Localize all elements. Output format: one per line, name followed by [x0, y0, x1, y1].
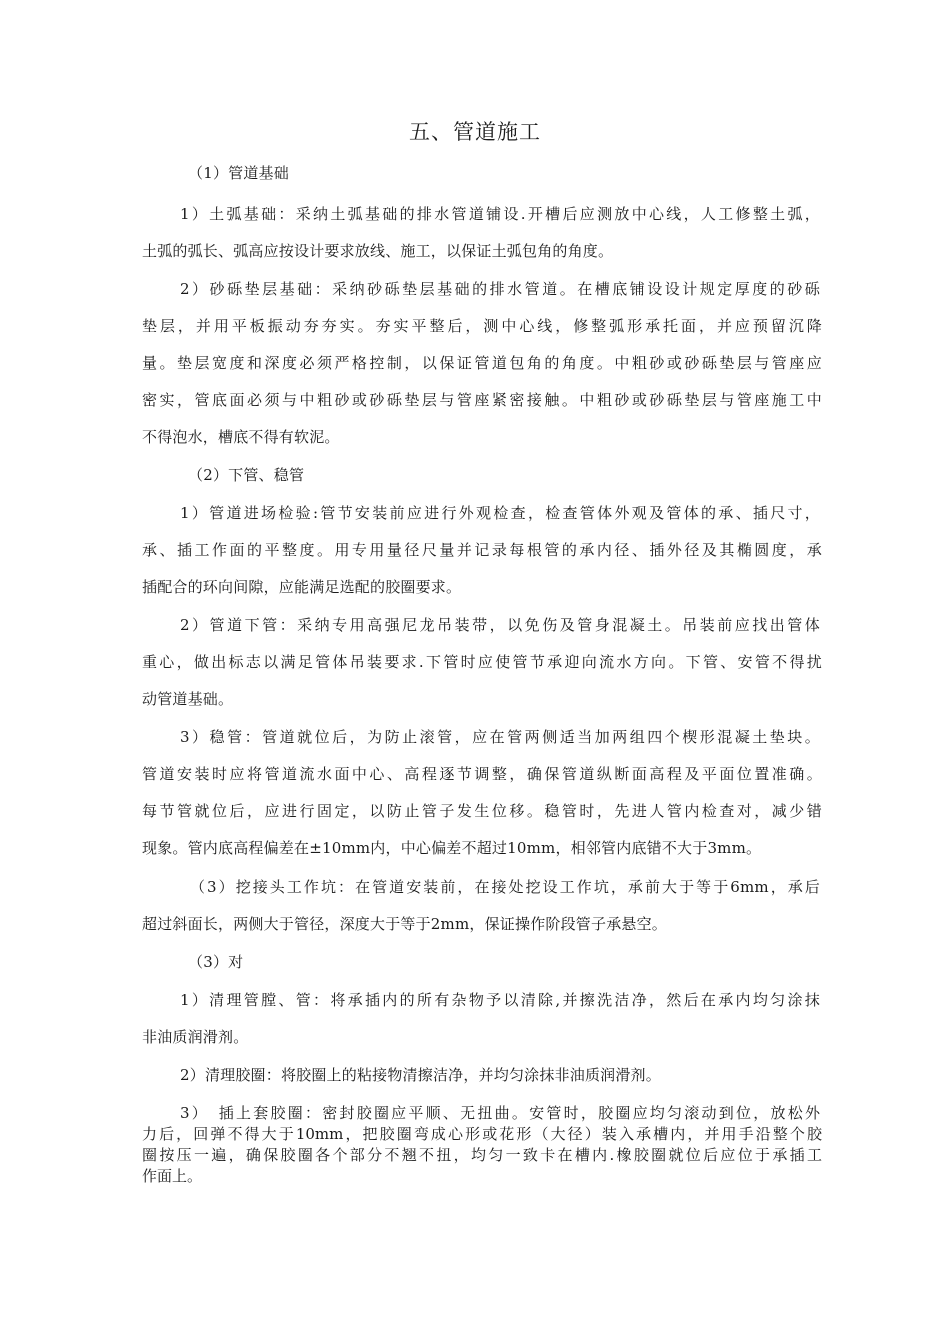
page-title: 五、管道施工 [409, 120, 541, 144]
paragraph-line: 管道安装时应将管道流水面中心、高程逐节调整，确保管道纵断面高程及平面位置准确。 [142, 765, 822, 783]
paragraph-line: 超过斜面长，两侧大于管径，深度大于等于2mm，保证操作阶段管子承悬空。 [142, 915, 667, 933]
paragraph-line: 3）稳管：管道就位后，为防止滚管，应在管两侧适当加两组四个楔形混凝土垫块。 [180, 728, 820, 746]
paragraph-line: 重心，做出标志以满足管体吊装要求.下管时应使管节承迎向流水方向。下管、安管不得扰 [142, 653, 822, 671]
paragraph-line: 圈按压一遍，确保胶圈各个部分不翘不扭，均匀一致卡在槽内.橡胶圈就位后应位于承插工 [142, 1146, 822, 1164]
section-heading: （2）下管、稳管 [188, 466, 305, 484]
paragraph-line: 3） 插上套胶圈：密封胶圈应平顺、无扭曲。安管时，胶圈应均匀滚动到位，放松外 [180, 1104, 820, 1122]
paragraph-line: 每节管就位后，应进行固定，以防止管子发生位移。稳管时，先进人管内检查对，减少错 [142, 802, 822, 820]
paragraph-line: 1）土弧基础：采纳土弧基础的排水管道铺设.开槽后应测放中心线，人工修整土弧， [180, 205, 820, 223]
paragraph-line: 非油质润滑剂。 [142, 1028, 249, 1046]
paragraph-line: 1）清理管膛、管：将承插内的所有杂物予以清除,并擦洗洁净，然后在承内均匀涂抹 [180, 991, 820, 1009]
section-heading: （3）对 [188, 953, 244, 971]
paragraph-line: 插配合的环向间隙，应能满足选配的胶圈要求。 [142, 578, 462, 596]
paragraph-line: 土弧的弧长、弧高应按设计要求放线、施工，以保证土弧包角的角度。 [142, 242, 614, 260]
section-heading: （1）管道基础 [188, 164, 289, 182]
paragraph-line: 承、插工作面的平整度。用专用量径尺量并记录每根管的承内径、插外径及其椭圆度，承 [142, 541, 822, 559]
paragraph-line: 现象。管内底高程偏差在±10mm内，中心偏差不超过10mm，相邻管内底错不大于3mm。 [142, 839, 762, 857]
paragraph-line: 不得泡水，槽底不得有软泥。 [142, 428, 340, 446]
paragraph-line: （3）挖接头工作坑：在管道安装前，在接处挖设工作坑，承前大于等于6mm，承后 [190, 878, 820, 896]
paragraph-line: 1）管道进场检验:管节安装前应进行外观检查，检查管体外观及管体的承、插尺寸， [180, 504, 820, 522]
paragraph-line: 2）清理胶圈：将胶圈上的粘接物清擦洁净，并均匀涂抹非油质润滑剂。 [180, 1066, 661, 1084]
paragraph-line: 作面上。 [142, 1167, 203, 1185]
paragraph-line: 量。垫层宽度和深度必须严格控制，以保证管道包角的角度。中粗砂或砂砾垫层与管座应 [142, 354, 822, 372]
paragraph-line: 2）砂砾垫层基础：采纳砂砾垫层基础的排水管道。在槽底铺设设计规定厚度的砂砾 [180, 280, 820, 298]
paragraph-line: 密实，管底面必须与中粗砂或砂砾垫层与管座紧密接触。中粗砂或砂砾垫层与管座施工中 [142, 391, 822, 409]
paragraph-line: 垫层，并用平板振动夯夯实。夯实平整后，测中心线，修整弧形承托面，并应预留沉降 [142, 317, 822, 335]
paragraph-line: 力后，回弹不得大于10mm，把胶圈弯成心形或花形（大径）装入承槽内，并用手沿整个胶 [142, 1125, 822, 1143]
paragraph-line: 动管道基础。 [142, 690, 234, 708]
paragraph-line: 2）管道下管：采纳专用高强尼龙吊装带，以免伤及管身混凝土。吊装前应找出管体 [180, 616, 820, 634]
